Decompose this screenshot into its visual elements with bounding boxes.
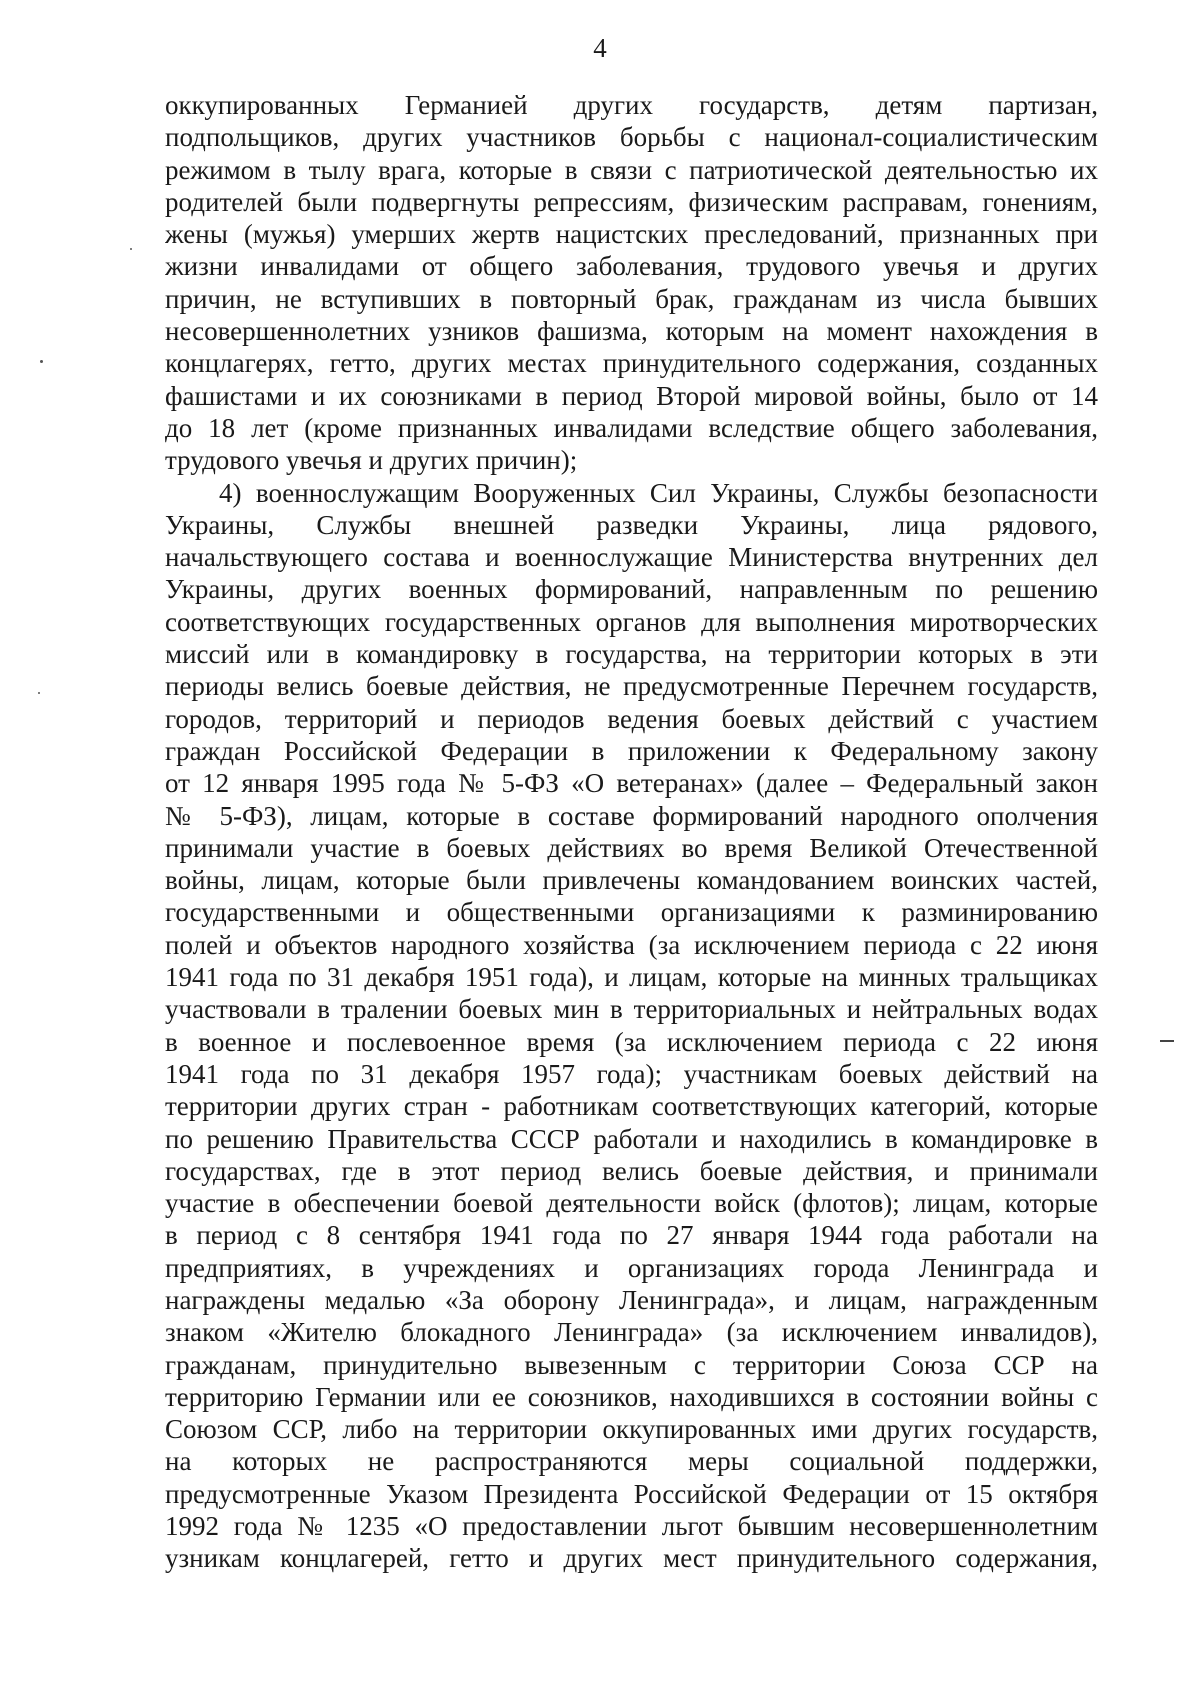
text-line: участвовали в тралении боевых мин в территориальных и нейтральных водах bbox=[165, 994, 1098, 1025]
text-line: в военное и послевоенное время (за исключением периода с 22 июня bbox=[165, 1026, 1098, 1057]
text-line: Украины, Службы внешней разведки Украины, лица рядового, bbox=[165, 509, 1098, 540]
scan-speck bbox=[40, 360, 43, 363]
text-line: предусмотренные Указом Президента Российской Федерации от 15 октября bbox=[165, 1478, 1098, 1509]
text-line: государственными и общественными организациями к разминированию bbox=[165, 897, 1098, 928]
text-line: предприятиях, в учреждениях и организациях города Ленинграда и bbox=[165, 1252, 1098, 1283]
text-line: территории других стран - работникам соответствующих категорий, которые bbox=[165, 1091, 1098, 1122]
text-line: городов, территорий и периодов ведения боевых действий с участием bbox=[165, 703, 1098, 734]
text-line: по решению Правительства СССР работали и находились в командировке в bbox=[165, 1123, 1098, 1154]
text-line: территорию Германии или ее союзников, находившихся в состоянии войны с bbox=[165, 1381, 1098, 1412]
text-line: 1941 года по 31 декабря 1951 года), и лицам, которые на минных тральщиках bbox=[165, 962, 1098, 993]
text-line: Украины, других военных формирований, направленным по решению bbox=[165, 574, 1098, 605]
text-line: государствах, где в этот период велись боевые действия, и принимали bbox=[165, 1155, 1098, 1186]
text-line: соответствующих государственных органов для выполнения миротворческих bbox=[165, 606, 1098, 637]
text-line: периоды велись боевые действия, не предусмотренные Перечнем государств, bbox=[165, 671, 1098, 702]
text-line: жизни инвалидами от общего заболевания, трудового увечья и других bbox=[165, 251, 1098, 282]
text-line: № 5-ФЗ), лицам, которые в составе формирований народного ополчения bbox=[165, 800, 1098, 831]
text-line: знаком «Жителю блокадного Ленинграда» (за исключением инвалидов), bbox=[165, 1317, 1098, 1348]
text-line: 1941 года по 31 декабря 1957 года); участникам боевых действий на bbox=[165, 1058, 1098, 1089]
text-line: концлагерях, гетто, других местах принудительного содержания, созданных bbox=[165, 348, 1098, 379]
text-line: узникам концлагерей, гетто и других мест принудительного содержания, bbox=[165, 1543, 1098, 1574]
text-line: полей и объектов народного хозяйства (за исключением периода с 22 июня bbox=[165, 929, 1098, 960]
body-text bbox=[165, 89, 1098, 1575]
text-line: причин, не вступивших в повторный брак, гражданам из числа бывших bbox=[165, 283, 1098, 314]
text-line: гражданам, принудительно вывезенным с территории Союза ССР на bbox=[165, 1349, 1098, 1380]
text-line: оккупированных Германией других государств, детям партизан, bbox=[165, 90, 1098, 120]
text-line: принимали участие в боевых действиях во время Великой Отечественной bbox=[165, 832, 1098, 863]
scan-mark bbox=[1160, 1040, 1174, 1042]
text-line: Союзом ССР, либо на территории оккупированных ими других государств, bbox=[165, 1414, 1098, 1445]
text-line: 4) военнослужащим Вооруженных Сил Украины, Службы безопасности bbox=[219, 477, 1098, 508]
text-line: от 12 января 1995 года № 5-ФЗ «О ветеранах» (далее – Федеральный закон bbox=[165, 768, 1098, 799]
text-line: на которых не распространяются меры социальной поддержки, bbox=[165, 1446, 1098, 1477]
text-line: до 18 лет (кроме признанных инвалидами вследствие общего заболевания, bbox=[165, 412, 1098, 443]
text-line: участие в обеспечении боевой деятельности войск (флотов); лицам, которые bbox=[165, 1188, 1098, 1219]
page-number: 4 bbox=[593, 33, 607, 63]
text-line: жены (мужья) умерших жертв нацистских преследований, признанных при bbox=[165, 219, 1098, 250]
text-line: фашистами и их союзниками в период Второй мировой войны, было от 14 bbox=[165, 380, 1098, 411]
text-line: начальствующего состава и военнослужащие Министерства внутренних дел bbox=[165, 542, 1098, 573]
text-line: миссий или в командировку в государства, на территории которых в эти bbox=[165, 639, 1098, 670]
text-line: награждены медалью «За оборону Ленинграда», и лицам, награжденным bbox=[165, 1284, 1098, 1315]
text-line: режимом в тылу врага, которые в связи с патриотической деятельностью их bbox=[165, 154, 1098, 185]
text-line: родителей были подвергнуты репрессиям, физическим расправам, гонениям, bbox=[165, 186, 1098, 217]
text-line: в период с 8 сентября 1941 года по 27 января 1944 года работали на bbox=[165, 1220, 1098, 1251]
text-line: трудового увечья и других причин); bbox=[165, 445, 578, 476]
text-line: несовершеннолетних узников фашизма, которым на момент нахождения в bbox=[165, 316, 1098, 347]
scan-speck bbox=[130, 248, 132, 250]
text-line: войны, лицам, которые были привлечены командованием воинских частей, bbox=[165, 865, 1098, 896]
text-line: 1992 года № 1235 «О предоставлении льгот бывшим несовершеннолетним bbox=[165, 1511, 1098, 1542]
text-line: подпольщиков, других участников борьбы с национал-социалистическим bbox=[165, 122, 1098, 153]
text-line: граждан Российской Федерации в приложении к Федеральному закону bbox=[165, 735, 1098, 766]
scan-speck bbox=[38, 692, 40, 694]
